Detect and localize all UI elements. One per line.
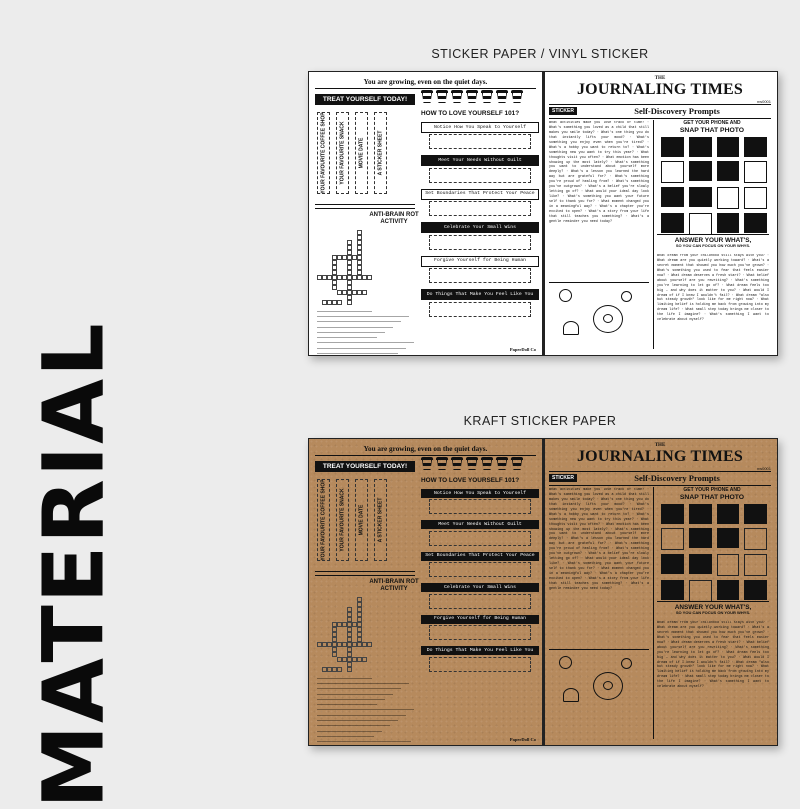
clue-line [317, 709, 414, 714]
photo-slot [661, 161, 684, 183]
clue-line [317, 731, 382, 736]
answer-whats-title [657, 237, 769, 248]
photo-slot [744, 528, 767, 550]
photo-slot [717, 528, 740, 548]
photo-slot [717, 187, 740, 209]
photo-slot [661, 187, 684, 207]
photo-slot [689, 580, 712, 602]
column-divider [653, 120, 654, 349]
crossword-cell [357, 637, 362, 642]
donut-hole [603, 681, 613, 690]
clue-line [317, 741, 411, 746]
photo-slot [689, 137, 712, 157]
photo-slot [689, 161, 712, 181]
love-item-writing-box [429, 134, 531, 149]
love-item-writing-box [429, 302, 531, 317]
love-yourself-title: HOW TO LOVE YOURSELF 101? [421, 477, 520, 484]
love-item-heading: Set Boundaries That Protect Your Peace [421, 552, 539, 561]
divider [549, 471, 771, 472]
material-side-title [24, 321, 124, 809]
sticker-tag: STICKER [549, 474, 577, 482]
crossword-grid [317, 579, 372, 674]
clue-line [317, 353, 398, 356]
answer-prompts-text: What dream from your childhood still stays with you? · What dream are you quietly working toward? · What's a secret moment that showed you how much you've grown? · What's something you used to fear that feels easier now? · What dream deserves a fresh start? · What belief about yourself are you rewriting? · What's something you're learning to let go of? · What dream feels too big – and why does it matter to you? · What would I dream of if I knew I wouldn't fail? · What dream "also but steady growth" look like for me right now? · What limiting belief is holding me back from growing into my dream life? · What small step today brings me closer to the life I imagine? · What's something I want to celebrate about myself? [657, 621, 769, 690]
quote-banner: You are growing, even on the quiet days. [315, 445, 536, 456]
clue-line [317, 327, 393, 332]
left-page [309, 72, 543, 355]
coffee-cup-icon [451, 90, 463, 103]
clue-line [317, 342, 414, 347]
treat-ticket-label: MOVIE DATE [358, 504, 365, 536]
treat-ticket-label: YOUR FAVOURITE COFFEE SHOP [320, 479, 327, 561]
treat-ticket [336, 112, 349, 194]
love-item-writing-box [429, 625, 531, 640]
love-item-heading: Do Things That Make You Feel Like You [421, 289, 539, 300]
donut-illustration [549, 282, 649, 353]
anti-brain-rot-title: ANTI-BRAIN ROT ACTIVITY [369, 579, 419, 593]
sheet-spine [542, 439, 545, 745]
crossword-clues [317, 310, 417, 356]
love-item-heading: Forgive Yourself for Being Human [421, 256, 539, 267]
treat-ticket-label: A STICKER SHEET [377, 497, 384, 543]
photo-slot [744, 554, 767, 576]
treat-ticket [355, 112, 368, 194]
love-item-heading: Meet Your Needs Without Guilt [421, 520, 539, 529]
treat-ticket [355, 479, 368, 561]
photo-slot [717, 554, 740, 576]
coffee-cup-icon [436, 457, 448, 470]
small-donut-icon [559, 289, 572, 302]
left-page [309, 439, 543, 745]
love-item-writing-box [429, 531, 531, 546]
prompts-column: What activities make you lose track of time? · What's something you loved as a child that still makes you smile today? · What's one thing you do that instantly lifts your mood? · What's something you enjoy even when you're tired? · What's a hobby you want to return to? · What's something new you want to try this year? · What thoughts visit you often? · What emotion has been showing up the most lately? · What's something you want to understand about yourself more deeply? · What's a lesson you learned the hard way but are grateful for? · What's something you're proud of healing from? · What's something you've outgrown? · What's a belief you're slowly letting go of? · What would your ideal day look like? · What's something you want your future self to thank you for? · What moment changed you in a meaningful way? · What's a chapter you're excited to open? · What's a story from your life that still teaches you something? · What's a gentle reminder you need today? [549, 488, 649, 591]
sticker-sheet-kraft [308, 438, 778, 746]
love-yourself-item [421, 155, 539, 182]
small-donut-icon [621, 658, 632, 669]
clue-line [317, 678, 372, 683]
clue-line [317, 348, 406, 353]
divider [657, 234, 769, 235]
crossword-cell [357, 270, 362, 275]
treat-ticket-label: YOUR FAVOURITE COFFEE SHOP [320, 112, 327, 194]
love-yourself-item [421, 256, 539, 283]
coffee-cup-icon [511, 90, 523, 103]
divider [657, 601, 769, 602]
photo-slot [661, 504, 684, 524]
donut-illustration [549, 649, 649, 720]
answer-whats-title [657, 604, 769, 615]
small-donut-icon [621, 291, 632, 302]
love-yourself-item [421, 222, 539, 249]
answer-big-text: ANSWER YOUR WHAT'S, [674, 604, 752, 611]
coffee-cup-icon [421, 457, 433, 470]
photo-grid [661, 504, 767, 602]
donut-hole [603, 314, 613, 323]
clue-line [317, 725, 390, 730]
divider [549, 485, 771, 486]
love-item-heading: Set Boundaries That Protect Your Peace [421, 189, 539, 200]
love-yourself-item [421, 615, 539, 640]
love-yourself-item [421, 189, 539, 216]
treat-ticket-label: YOUR FAVOURITE SNACK [339, 488, 346, 552]
issue-number: nw0001 [756, 466, 771, 471]
photo-slot [661, 213, 684, 233]
love-yourself-list [421, 122, 539, 323]
coffee-cup-icon [481, 457, 493, 470]
photo-slot [717, 504, 740, 524]
photo-slot [689, 213, 712, 235]
sticker-paper-label: STICKER PAPER / VINYL STICKER [431, 47, 649, 61]
answer-small-text: SO YOU CAN FOCUS ON YOUR WHYS. [675, 243, 751, 249]
divider [315, 208, 415, 209]
answer-prompts-text: What dream from your childhood still stays with you? · What dream are you quietly working toward? · What's a secret moment that showed you how much you've grown? · What's something you used to fear that feels easier now? · What dream deserves a fresh start? · What belief about yourself are you rewriting? · What's something you're learning to let go of? · What dream feels too big – and why does it matter to you? · What would I dream of if I knew I wouldn't fail? · What dream "also but steady growth" look like for me right now? · What limiting belief is holding me back from growing into my dream life? · What small step today brings me closer to the life I imagine? · What's something I want to celebrate about myself? [657, 254, 769, 323]
crossword-cell [347, 667, 352, 672]
clue-line [317, 337, 377, 342]
coffee-cup-icon [451, 457, 463, 470]
love-item-heading: Celebrate Your Small Wins [421, 222, 539, 233]
love-item-heading: Meet Your Needs Without Guilt [421, 155, 539, 166]
love-item-writing-box [429, 268, 531, 283]
treat-ticket-label: YOUR FAVOURITE SNACK [339, 121, 346, 185]
love-item-writing-box [429, 201, 531, 216]
divider [315, 204, 415, 205]
photo-slot [689, 187, 712, 207]
divider [549, 118, 771, 119]
love-item-writing-box [429, 657, 531, 672]
newspaper-the: THE [654, 443, 666, 448]
love-yourself-item [421, 583, 539, 608]
clue-line [317, 720, 398, 725]
snap-small-text: GET YOUR PHONE AND [683, 120, 741, 126]
treat-tickets [317, 112, 387, 194]
treat-tickets [317, 479, 387, 561]
love-yourself-list [421, 489, 539, 678]
right-page [543, 439, 777, 745]
photo-slot [717, 580, 740, 600]
photo-slot [661, 554, 684, 574]
love-item-heading: Do Things That Make You Feel Like You [421, 646, 539, 655]
divider [549, 104, 771, 105]
photo-slot [744, 137, 767, 157]
self-discovery-title: Self-Discovery Prompts [634, 473, 720, 483]
coffee-cup-icon [421, 90, 433, 103]
crossword-clues [317, 677, 417, 746]
crossword-cell [367, 275, 372, 280]
brand-mark: PaperDoll Co [509, 347, 536, 352]
anti-brain-rot-title: ANTI-BRAIN ROT ACTIVITY [369, 212, 419, 226]
photo-grid [661, 137, 767, 235]
treat-ticket [317, 112, 330, 194]
coffee-cup-icon [511, 457, 523, 470]
love-item-heading: Forgive Yourself for Being Human [421, 615, 539, 624]
clue-line [317, 316, 409, 321]
newspaper-title: JOURNALING TIMES [576, 81, 744, 98]
love-item-writing-box [429, 235, 531, 250]
self-discovery-title: Self-Discovery Prompts [634, 106, 720, 116]
photo-slot [717, 213, 740, 233]
snap-big-text: SNAP THAT PHOTO [679, 493, 745, 501]
coffee-cup-icon [496, 457, 508, 470]
clue-line [317, 704, 377, 709]
cupcake-icon [563, 321, 579, 335]
crossword-cell [347, 300, 352, 305]
love-yourself-item [421, 289, 539, 316]
photo-slot [744, 580, 767, 600]
quote-banner: You are growing, even on the quiet days. [315, 78, 536, 89]
photo-slot [661, 137, 684, 157]
photo-slot [661, 528, 684, 550]
coffee-cups-row [421, 90, 523, 103]
newspaper-title: JOURNALING TIMES [576, 448, 744, 465]
love-item-heading: Celebrate Your Small Wins [421, 583, 539, 592]
divider [315, 575, 415, 576]
clue-line [317, 688, 401, 693]
small-donut-icon [559, 656, 572, 669]
photo-slot [689, 528, 712, 548]
photo-slot [744, 161, 767, 183]
love-yourself-item [421, 122, 539, 149]
treat-ticket-label: A STICKER SHEET [377, 130, 384, 176]
photo-slot [717, 137, 740, 157]
sheet-spine [542, 72, 545, 355]
cupcake-icon [563, 688, 579, 702]
photo-slot [744, 213, 767, 233]
treat-ticket [317, 479, 330, 561]
clue-line [317, 715, 406, 720]
coffee-cup-icon [436, 90, 448, 103]
answer-small-text: SO YOU CAN FOCUS ON YOUR WHYS. [675, 610, 751, 616]
crossword-cell [367, 642, 372, 647]
treat-yourself-banner: TREAT YOURSELF TODAY! [315, 461, 415, 472]
crossword-cell [362, 657, 367, 662]
brand-mark: PaperDoll Co [509, 737, 536, 742]
divider [315, 571, 415, 572]
clue-line [317, 694, 393, 699]
photo-slot [744, 504, 767, 524]
love-yourself-item [421, 489, 539, 514]
column-divider [653, 487, 654, 739]
photo-slot [661, 580, 684, 600]
prompts-column: What activities make you lose track of time? · What's something you loved as a child that still makes you smile today? · What's one thing you do that instantly lifts your mood? · What's something you enjoy even when you're tired? · What's a hobby you want to return to? · What's something new you want to try this year? · What thoughts visit you often? · What emotion has been showing up the most lately? · What's something you want to understand about yourself more deeply? · What's a lesson you learned the hard way but are grateful for? · What's something you're proud of healing from? · What's something you've outgrown? · What's a belief you're slowly letting go of? · What would your ideal day look like? · What's something you want your future self to thank you for? · What moment changed you in a meaningful way? · What's a chapter you're excited to open? · What's a story from your life that still teaches you something? · What's a gentle reminder you need today? [549, 121, 649, 224]
love-item-writing-box [429, 168, 531, 183]
coffee-cup-icon [496, 90, 508, 103]
snap-big-text: SNAP THAT PHOTO [679, 126, 745, 134]
love-yourself-title: HOW TO LOVE YOURSELF 101? [421, 110, 520, 117]
sticker-tag: STICKER [549, 107, 577, 115]
love-item-writing-box [429, 499, 531, 514]
photo-slot [689, 504, 712, 524]
clue-line [317, 332, 385, 337]
crossword-grid [317, 212, 372, 307]
snap-photo-title [657, 488, 767, 502]
coffee-cup-icon [481, 90, 493, 103]
treat-ticket [374, 112, 387, 194]
love-yourself-item [421, 520, 539, 545]
love-item-heading: Notice How You Speak to Yourself [421, 122, 539, 133]
clue-line [317, 699, 385, 704]
photo-slot [744, 187, 767, 209]
crossword-cell [337, 300, 342, 305]
right-page [543, 72, 777, 355]
clue-line [317, 683, 409, 688]
coffee-cup-icon [466, 457, 478, 470]
love-yourself-item [421, 646, 539, 671]
crossword-cell [337, 667, 342, 672]
clue-line [317, 736, 374, 741]
treat-ticket-label: MOVIE DATE [358, 137, 365, 169]
kraft-paper-label: KRAFT STICKER PAPER [463, 414, 617, 428]
coffee-cup-icon [466, 90, 478, 103]
sticker-sheet-white [308, 71, 778, 356]
clue-line [317, 321, 401, 326]
love-item-writing-box [429, 562, 531, 577]
treat-ticket [374, 479, 387, 561]
love-item-heading: Notice How You Speak to Yourself [421, 489, 539, 498]
treat-yourself-banner: TREAT YOURSELF TODAY! [315, 94, 415, 105]
answer-big-text: ANSWER YOUR WHAT'S, [674, 237, 752, 244]
clue-line [317, 311, 372, 316]
love-yourself-item [421, 552, 539, 577]
snap-small-text: GET YOUR PHONE AND [683, 487, 741, 493]
treat-ticket [336, 479, 349, 561]
love-item-writing-box [429, 594, 531, 609]
crossword-cell [362, 290, 367, 295]
material-title-text: MATERIAL [25, 321, 124, 809]
newspaper-the: THE [654, 76, 666, 81]
coffee-cups-row [421, 457, 523, 470]
snap-photo-title [657, 121, 767, 135]
issue-number: nw0001 [756, 99, 771, 104]
photo-slot [717, 161, 740, 181]
photo-slot [689, 554, 712, 574]
